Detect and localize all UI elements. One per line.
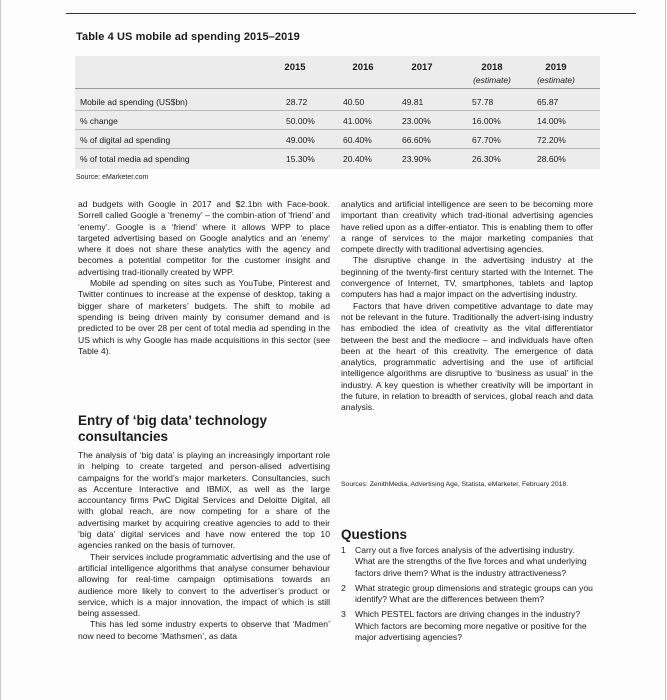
table-title: Table 4 US mobile ad spending 2015–2019 [76,31,300,43]
column-header-2017: 2017 [411,62,433,73]
questions-list [341,545,593,647]
table-cell: 23.90% [402,154,431,164]
questions-heading: Questions [341,527,408,542]
question-item [341,545,593,579]
question-number: 2 [341,582,346,593]
table-cell: 14.00% [537,116,566,126]
body-paragraph: This has led some industry experts to observe that ‘Madmen’ now need to become ‘Mathsmen’, as data [78,619,330,641]
table-cell: 66.60% [402,135,431,145]
table-cell: 16.00% [472,116,501,126]
body-left-column [78,199,330,357]
column-header-2018: 2018 [481,62,503,73]
column-header-2019: 2019 [545,62,567,73]
table-source: Source: eMarketer.com [76,174,149,181]
table-cell: 26.30% [472,154,501,164]
table-cell: 72.20% [537,135,566,145]
table-cell: 49.00% [286,135,315,145]
row-label-percent-change: % change [80,116,118,126]
column-note-2019: (estimate) [537,75,575,85]
top-rule [66,13,636,14]
body-left-column-lower [78,450,330,642]
table-header-rule [75,88,600,89]
section-heading: Entry of ‘big data’ technology consultancies [78,413,268,444]
table-cell: 20.40% [343,154,372,164]
row-divider [75,129,600,130]
row-label-total-media-share: % of total media ad spending [80,154,190,164]
question-text: Carry out a five forces analysis of the advertising industry. What are the strengths of the five forces and what underlying factors drive them? What is the industry attractiveness? [355,545,587,578]
table-cell: 65.87 [537,97,559,107]
column-header-2015: 2015 [284,62,306,73]
question-text: Which PESTEL factors are driving changes in the industry? Which factors are becoming more negative or positive for the major advertising agencies? [355,609,587,643]
body-paragraph: Mobile ad spending on sites such as YouTube, Pinterest and Twitter continues to increase at the expense of desktop, taking a bigger share of marketers’ budgets. The shift to mobile ad spending is being driven mainly by consumer demand and is predicted to be over 28 per cent of total media ad spending in the US which is why Google has made acquisitions in this sector (see Table 4). [78,278,330,356]
page-edge-right [665,0,666,700]
table-cell: 57.78 [472,97,494,107]
question-number: 3 [341,609,346,620]
table-cell: 23.00% [402,116,431,126]
table-cell: 67.70% [472,135,501,145]
table-cell: 40.50 [343,97,365,107]
table-cell: 49.81 [402,97,424,107]
table-cell: 28.60% [537,154,566,164]
column-note-2018: (estimate) [473,75,511,85]
sources-note: Sources: ZenithMedia, Advertising Age, Statista, eMarketer, February 2018. [341,481,569,488]
question-text: What strategic group dimensions and strategic groups can you identify? What are the differences between them? [355,582,593,605]
body-paragraph: The analysis of ‘big data’ is playing an increasingly important role in helping to create targeted and person-alised advertising campaigns for the world’s major marketers. Consultancies, such as Accenture Interactive and IBMiX, as well as the large accountancy firms PwC Digital Services and Deloitte Digital, all with global reach, are now competing for a share of the advertising market by acquiring creative agencies to add to their ‘big data’ digital services and have now entered the top 10 agencies ranked on the basis of turnover. [78,450,330,551]
body-paragraph: ad budgets with Google in 2017 and $2.1bn with Face-book. Sorrell called Google a ‘frenemy’ – the combin-ation of ‘friend’ and ‘enemy’. Google is a ‘friend’ where it allows WPP to place targeted advertising based on Google analytics and an ‘enemy’ where it does not share these analytics with the agency and becomes a potential competitor for the customer insight and advertising trad-itionally created by WPP. [78,199,330,277]
table-cell: 28.72 [286,97,308,107]
table-cell: 15.30% [286,154,315,164]
body-paragraph: analytics and artificial intelligence are seen to be becoming more important than creativity which trad-itional advertising agencies have relied upon as a differ-entiator. This is enabling them to offer a range of services to the major marketing companies that compete directly with traditional advertising agencies. [341,199,593,255]
body-paragraph: The disruptive change in the advertising industry at the beginning of the twenty-first century started with the Internet. The convergence of Internet, TV, smartphones, tablets and laptop computers has had a major impact on the advertising industry. [341,255,593,300]
column-header-2016: 2016 [352,62,374,73]
row-divider [75,110,600,111]
body-paragraph: Factors that have driven competitive advantage to date may not be relevant in the future. Traditionally the advert-ising industry has embodied the idea of creativity as the vital differentiator between the best and the mediocre – and individuals have often been at the heart of this creativity. The emergence of data analytics, programmatic advertising and the use of artificial intelligence algorithms are disruptive to ‘business as usual’ in the industry. A key question is whether creativity will be important in the future, in relation to breadth of services, global reach and data analysis. [341,300,593,413]
body-paragraph: Their services include programmatic advertising and the use of artificial intelligence algorithms that analyse consumer behaviour allowing for real-time campaign optimisations towards an audience more likely to convert to the advertiser’s product or service, which is a major innovation, the impact of which is still being assessed. [78,551,330,619]
body-right-column [341,199,593,414]
table-cell: 60.40% [343,135,372,145]
row-label-digital-share: % of digital ad spending [80,135,171,145]
table-cell: 50.00% [286,116,315,126]
row-label-mobile-ad-spending: Mobile ad spending (US$bn) [80,97,188,107]
table-cell: 41.00% [343,116,372,126]
question-item [341,583,593,606]
page-edge-left [0,0,1,700]
question-item [341,609,593,643]
row-divider [75,148,600,149]
question-number: 1 [341,545,346,555]
